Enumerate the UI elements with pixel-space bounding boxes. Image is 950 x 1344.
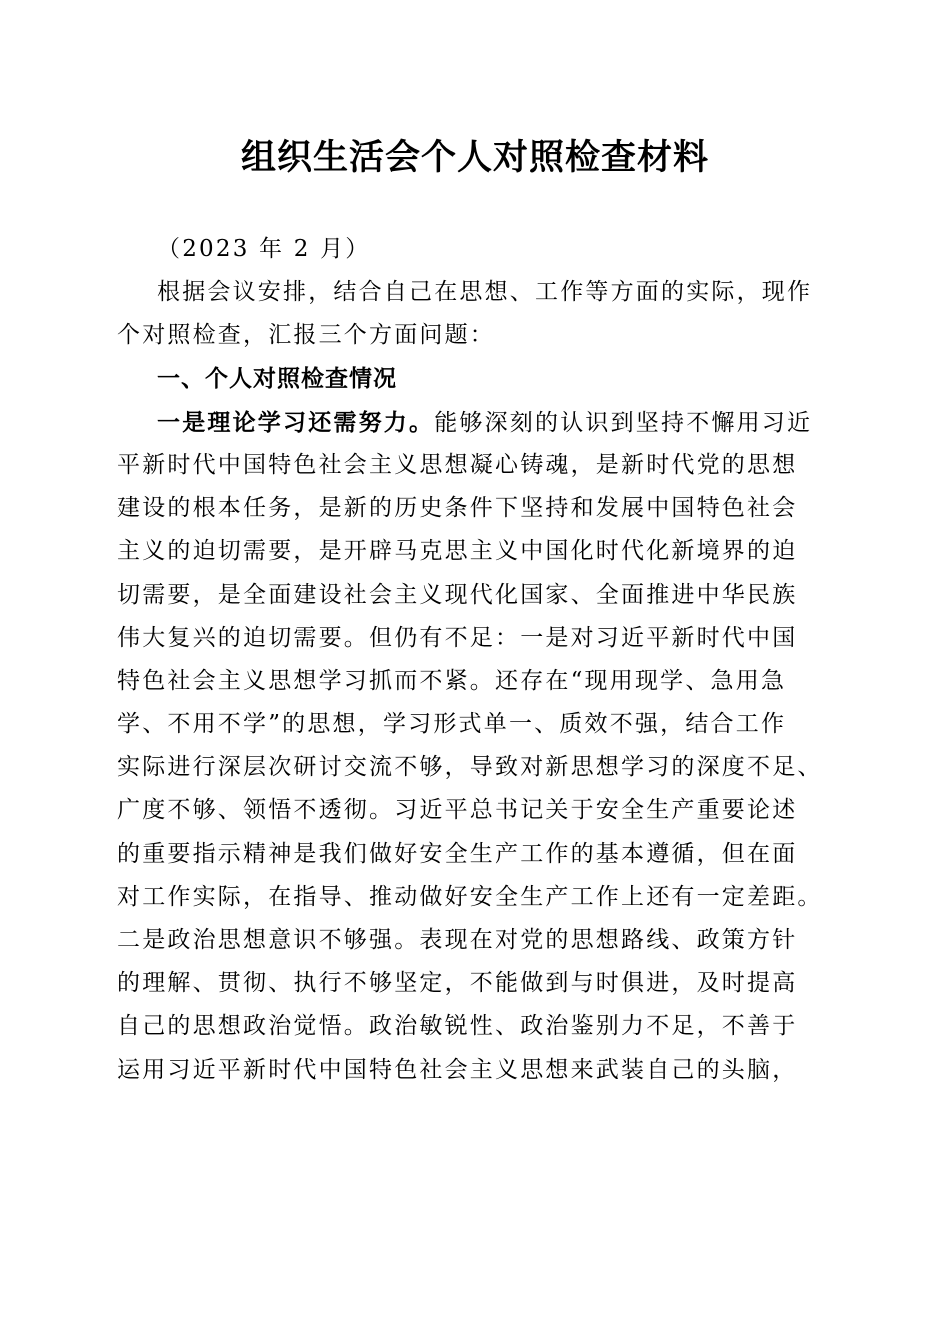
paragraph-line: 平新时代中国特色社会主义思想凝心铸魂，是新时代党的思想: [117, 451, 798, 478]
document-body: [117, 228, 837, 1092]
paragraph-line: 对工作实际，在指导、推动做好安全生产工作上还有一定差距。: [117, 883, 823, 910]
paragraph-line: 伟大复兴的迫切需要。但仍有不足：一是对习近平新时代中国: [117, 624, 798, 651]
paragraph-line: 学、不用不学”的思想，学习形式单一、质效不强，结合工作: [117, 711, 787, 738]
paragraph-line: 主义的迫切需要，是开辟马克思主义中国化时代化新境界的迫: [117, 538, 798, 565]
document-date: （2023 年 2 月）: [157, 236, 371, 262]
paragraph-lead: 一是理论学习还需努力。: [157, 408, 435, 436]
paragraph-line: 切需要，是全面建设社会主义现代化国家、全面推进中华民族: [117, 581, 798, 608]
paragraph-line: 二是政治思想意识不够强。表现在对党的思想路线、政策方针: [117, 927, 798, 953]
intro-line-2: 个对照检查，汇报三个方面问题：: [117, 322, 495, 349]
document-title: 组织生活会个人对照检查材料: [240, 137, 709, 178]
paragraph-line: 实际进行深层次研讨交流不够，导致对新思想学习的深度不足、: [117, 754, 823, 781]
paragraph-line: 运用习近平新时代中国特色社会主义思想来武装自己的头脑，: [117, 1056, 798, 1083]
paragraph-line: 建设的根本任务，是新的历史条件下坚持和发展中国特色社会: [117, 495, 798, 522]
paragraph-first-line-rest: 能够深刻的认识到坚持不懈用习近: [434, 409, 813, 436]
paragraph-line: 的理解、贯彻、执行不够坚定，不能做到与时俱进，及时提高: [117, 970, 798, 997]
paragraph-line: 广度不够、领悟不透彻。习近平总书记关于安全生产重要论述: [117, 797, 798, 824]
paragraph-first-line: [117, 401, 837, 444]
intro-line-1: 根据会议安排，结合自己在思想、工作等方面的实际，现作: [157, 279, 813, 306]
paragraph-line: 特色社会主义思想学习抓而不紧。还存在“现用现学、急用急: [117, 667, 787, 694]
paragraph-line: 自己的思想政治觉悟。政治敏锐性、政治鉴别力不足，不善于: [117, 1013, 798, 1040]
section-heading-1: 一、个人对照检查情况: [157, 365, 397, 392]
paragraph-line: 的重要指示精神是我们做好安全生产工作的基本遵循，但在面: [117, 840, 798, 867]
